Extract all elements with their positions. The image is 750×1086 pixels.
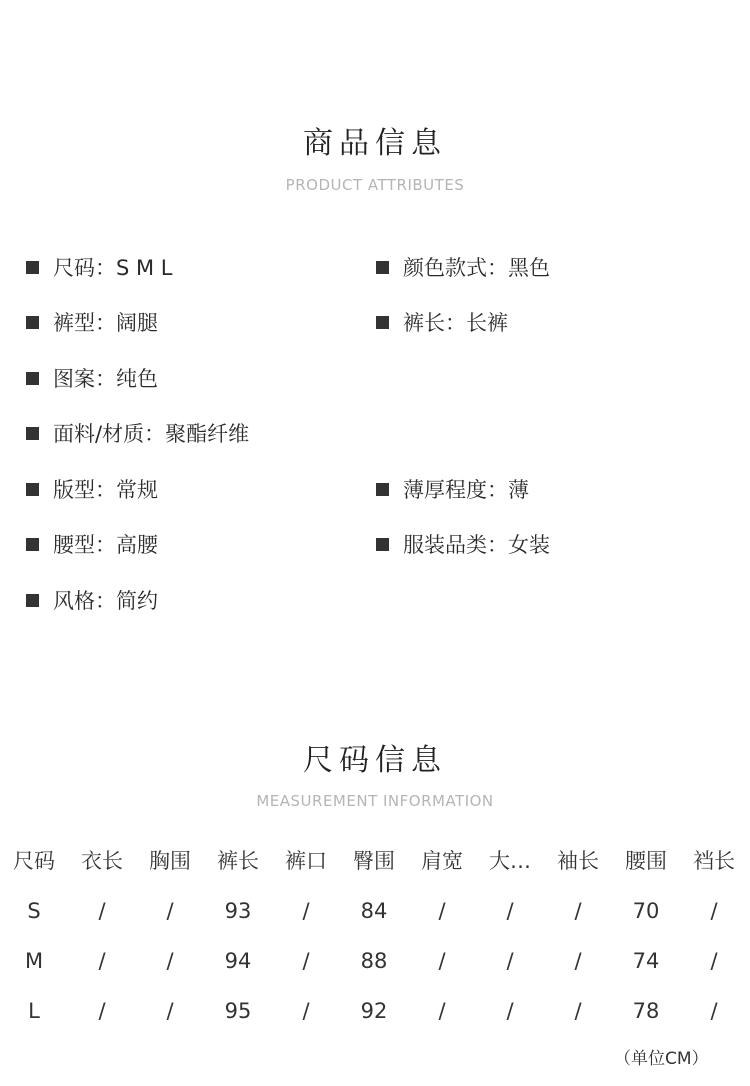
table-cell: 95 — [224, 999, 252, 1023]
table-header-cell: 尺码 — [13, 849, 55, 873]
attr-text: 薄厚程度：薄 — [403, 478, 529, 502]
attr-pattern — [26, 363, 158, 393]
table-cell: 93 — [224, 899, 252, 923]
attr-text: 风格：简约 — [53, 589, 158, 613]
table-cell: 84 — [360, 899, 388, 923]
table-cell: 78 — [632, 999, 660, 1023]
bullet-square-icon — [26, 261, 39, 274]
bullet-square-icon — [376, 261, 389, 274]
bullet-square-icon — [376, 538, 389, 551]
table-cell: / — [710, 999, 718, 1023]
attr-text: 裤长：长裤 — [403, 311, 508, 335]
product-section-title: 商品信息 — [303, 126, 447, 161]
table-cell: 74 — [632, 949, 660, 973]
table-header-cell: 裤口 — [285, 849, 327, 873]
table-row — [0, 945, 750, 977]
table-cell: / — [166, 999, 174, 1023]
table-cell: S — [27, 899, 41, 923]
table-header-cell: 肩宽 — [421, 849, 463, 873]
attr-size — [26, 252, 173, 282]
table-cell: / — [574, 899, 582, 923]
table-cell: / — [438, 999, 446, 1023]
attr-pants-type — [26, 307, 158, 337]
table-header-cell: 大… — [489, 849, 531, 873]
table-cell: M — [24, 949, 44, 973]
attr-text: 图案：纯色 — [53, 367, 158, 391]
table-cell: / — [302, 899, 310, 923]
table-header-cell: 臀围 — [353, 849, 395, 873]
table-header-cell: 裤长 — [217, 849, 259, 873]
table-cell: / — [574, 949, 582, 973]
attr-color — [376, 252, 550, 282]
unit-note: （单位CM） — [614, 1049, 709, 1069]
table-cell: / — [438, 949, 446, 973]
table-header-cell: 腰围 — [625, 849, 667, 873]
attr-pants-length — [376, 307, 508, 337]
table-cell: 70 — [632, 899, 660, 923]
attr-text: 腰型：高腰 — [53, 533, 158, 557]
table-cell: / — [506, 899, 514, 923]
attr-style — [26, 585, 158, 615]
table-cell: / — [710, 949, 718, 973]
table-cell: / — [506, 949, 514, 973]
table-cell: / — [302, 999, 310, 1023]
bullet-square-icon — [26, 427, 39, 440]
bullet-square-icon — [26, 316, 39, 329]
table-row — [0, 995, 750, 1027]
attr-material — [26, 418, 249, 448]
table-cell: / — [506, 999, 514, 1023]
table-cell: / — [166, 949, 174, 973]
table-header-cell: 袖长 — [557, 849, 599, 873]
bullet-square-icon — [376, 316, 389, 329]
table-cell: L — [28, 999, 40, 1023]
table-header-cell: 裆长 — [693, 849, 735, 873]
table-header-row — [0, 845, 750, 877]
table-header-cell: 衣长 — [81, 849, 123, 873]
table-cell: / — [438, 899, 446, 923]
table-cell: 88 — [360, 949, 388, 973]
table-cell: 92 — [360, 999, 388, 1023]
bullet-square-icon — [26, 594, 39, 607]
bullet-square-icon — [26, 372, 39, 385]
table-cell: / — [98, 949, 106, 973]
attr-text: 裤型：阔腿 — [53, 311, 158, 335]
attr-fit — [26, 474, 158, 504]
attr-thickness — [376, 474, 529, 504]
bullet-square-icon — [26, 483, 39, 496]
size-section-subtitle: MEASUREMENT INFORMATION — [256, 792, 494, 810]
attr-waist — [26, 529, 158, 559]
table-cell: 94 — [224, 949, 252, 973]
attr-text: 面料/材质：聚酯纤维 — [53, 422, 250, 446]
table-cell: / — [166, 899, 174, 923]
product-section-subtitle: PRODUCT ATTRIBUTES — [285, 176, 465, 194]
table-cell: / — [710, 899, 718, 923]
bullet-square-icon — [376, 483, 389, 496]
table-cell: / — [98, 899, 106, 923]
attr-text: 版型：常规 — [53, 478, 158, 502]
bullet-square-icon — [26, 538, 39, 551]
table-row — [0, 895, 750, 927]
table-cell: / — [574, 999, 582, 1023]
attr-category — [376, 529, 550, 559]
size-section-title: 尺码信息 — [303, 743, 447, 778]
attr-text: 服装品类：女装 — [403, 533, 550, 557]
table-header-cell: 胸围 — [149, 849, 191, 873]
table-cell: / — [302, 949, 310, 973]
attr-text: 尺码：S M L — [53, 256, 173, 280]
attr-text: 颜色款式：黑色 — [403, 256, 550, 280]
table-cell: / — [98, 999, 106, 1023]
